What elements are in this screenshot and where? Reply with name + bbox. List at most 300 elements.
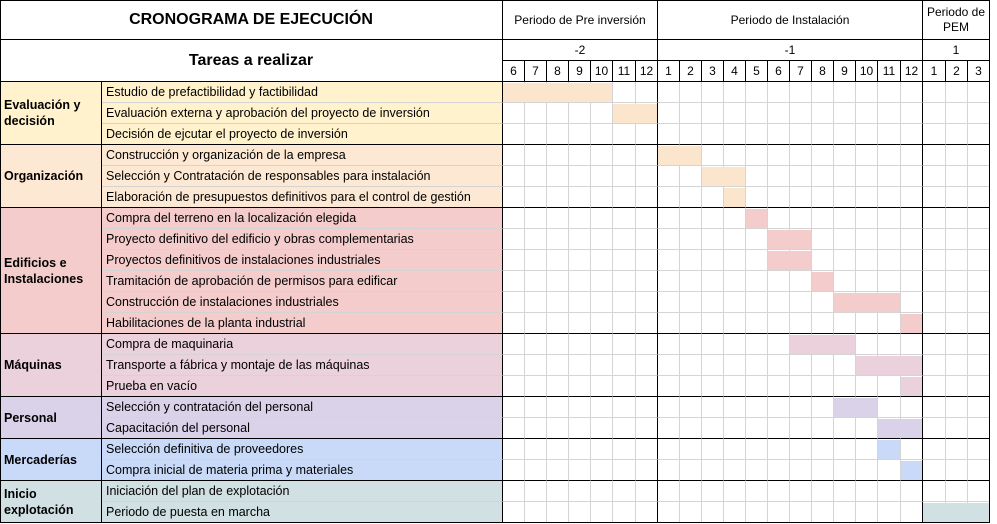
grid-cell xyxy=(746,166,768,187)
gantt-bar xyxy=(856,356,922,375)
grid-cell xyxy=(680,208,702,229)
grid-cell xyxy=(636,82,658,103)
grid-cell xyxy=(658,355,680,376)
grid-cell xyxy=(525,250,547,271)
grid-cell xyxy=(878,313,901,334)
grid-cell xyxy=(812,397,834,418)
grid-cell xyxy=(724,439,746,460)
grid-cell xyxy=(746,439,768,460)
grid-cell xyxy=(856,502,878,523)
grid-cell xyxy=(525,166,547,187)
grid-cell xyxy=(503,460,525,481)
grid-cell xyxy=(613,502,636,523)
grid-cell xyxy=(968,208,990,229)
task-label: Iniciación del plan de explotación xyxy=(102,481,503,502)
grid-cell xyxy=(790,124,812,145)
grid-cell xyxy=(658,82,680,103)
grid-cell xyxy=(768,124,790,145)
grid-cell xyxy=(923,187,946,208)
category-label: Personal xyxy=(0,397,102,439)
grid-cell xyxy=(812,439,834,460)
month-header: 9 xyxy=(569,61,591,82)
grid-cell xyxy=(946,103,968,124)
grid-cell xyxy=(834,460,856,481)
grid-cell xyxy=(923,355,946,376)
grid-cell xyxy=(901,439,923,460)
grid-cell xyxy=(923,439,946,460)
grid-cell xyxy=(746,187,768,208)
grid-cell xyxy=(856,334,878,355)
grid-cell xyxy=(636,439,658,460)
grid-cell xyxy=(746,481,768,502)
grid-cell xyxy=(569,439,591,460)
grid-cell xyxy=(878,271,901,292)
grid-cell xyxy=(724,397,746,418)
grid-cell xyxy=(636,292,658,313)
grid-cell xyxy=(724,124,746,145)
grid-cell xyxy=(613,166,636,187)
grid-cell xyxy=(591,145,613,166)
task-label: Compra de maquinaria xyxy=(102,334,503,355)
grid-cell xyxy=(923,334,946,355)
grid-cell xyxy=(547,376,569,397)
grid-cell xyxy=(968,460,990,481)
grid-cell xyxy=(768,82,790,103)
task-label: Construcción y organización de la empresa xyxy=(102,145,503,166)
grid-cell xyxy=(923,166,946,187)
grid-cell xyxy=(901,124,923,145)
grid-cell xyxy=(946,418,968,439)
grid-cell xyxy=(636,334,658,355)
grid-cell xyxy=(591,208,613,229)
grid-cell xyxy=(790,376,812,397)
grid-cell xyxy=(724,250,746,271)
grid-cell xyxy=(658,271,680,292)
grid-cell xyxy=(878,145,901,166)
grid-cell xyxy=(968,124,990,145)
grid-cell xyxy=(569,166,591,187)
grid-cell xyxy=(613,397,636,418)
grid-cell xyxy=(878,187,901,208)
grid-cell xyxy=(503,271,525,292)
grid-cell xyxy=(702,376,724,397)
grid-cell xyxy=(636,166,658,187)
grid-cell xyxy=(613,355,636,376)
grid-cell xyxy=(680,250,702,271)
grid-cell xyxy=(613,229,636,250)
grid-cell xyxy=(812,124,834,145)
grid-cell xyxy=(503,229,525,250)
grid-cell xyxy=(878,229,901,250)
month-header: 11 xyxy=(878,61,901,82)
grid-cell xyxy=(834,439,856,460)
grid-cell xyxy=(946,250,968,271)
grid-cell xyxy=(968,481,990,502)
grid-cell xyxy=(923,481,946,502)
task-label: Estudio de prefactibilidad y factibilidad xyxy=(102,82,503,103)
grid-cell xyxy=(746,103,768,124)
gantt-bar xyxy=(658,146,701,165)
grid-cell xyxy=(613,439,636,460)
grid-cell xyxy=(503,166,525,187)
task-label: Elaboración de presupuestos definitivos para el control de gestión xyxy=(102,187,503,208)
grid-cell xyxy=(923,229,946,250)
grid-cell xyxy=(591,439,613,460)
grid-cell xyxy=(968,355,990,376)
grid-cell xyxy=(768,439,790,460)
grid-cell xyxy=(834,124,856,145)
grid-cell xyxy=(636,502,658,523)
grid-cell xyxy=(746,292,768,313)
grid-cell xyxy=(878,376,901,397)
grid-cell xyxy=(724,82,746,103)
grid-cell xyxy=(746,376,768,397)
grid-cell xyxy=(812,229,834,250)
grid-cell xyxy=(636,229,658,250)
sheet-title: CRONOGRAMA DE EJECUCIÓN xyxy=(0,0,503,40)
grid-cell xyxy=(746,145,768,166)
task-label: Transporte a fábrica y montaje de las máquinas xyxy=(102,355,503,376)
grid-cell xyxy=(790,271,812,292)
month-header: 3 xyxy=(968,61,990,82)
grid-cell xyxy=(834,166,856,187)
grid-cell xyxy=(658,124,680,145)
grid-cell xyxy=(812,166,834,187)
grid-cell xyxy=(746,250,768,271)
grid-cell xyxy=(790,187,812,208)
grid-cell xyxy=(724,313,746,334)
grid-cell xyxy=(680,103,702,124)
grid-cell xyxy=(856,208,878,229)
grid-cell xyxy=(636,313,658,334)
grid-cell xyxy=(503,313,525,334)
category-label: Evaluación y decisión xyxy=(0,82,102,145)
gantt-bar xyxy=(923,503,989,522)
grid-cell xyxy=(812,481,834,502)
grid-cell xyxy=(702,145,724,166)
grid-cell xyxy=(812,313,834,334)
grid-cell xyxy=(503,334,525,355)
grid-cell xyxy=(946,166,968,187)
grid-cell xyxy=(790,145,812,166)
grid-cell xyxy=(946,481,968,502)
grid-cell xyxy=(702,103,724,124)
grid-cell xyxy=(503,355,525,376)
grid-cell xyxy=(636,481,658,502)
grid-cell xyxy=(525,187,547,208)
grid-cell xyxy=(878,397,901,418)
month-header: 4 xyxy=(724,61,746,82)
gantt-bar xyxy=(878,419,922,438)
grid-cell xyxy=(613,376,636,397)
grid-cell xyxy=(968,271,990,292)
grid-cell xyxy=(569,397,591,418)
grid-cell xyxy=(525,376,547,397)
grid-cell xyxy=(968,397,990,418)
grid-cell xyxy=(503,481,525,502)
month-header: 7 xyxy=(790,61,812,82)
grid-cell xyxy=(525,271,547,292)
grid-cell xyxy=(790,460,812,481)
grid-cell xyxy=(834,271,856,292)
grid-cell xyxy=(768,355,790,376)
grid-cell xyxy=(636,208,658,229)
grid-cell xyxy=(856,82,878,103)
grid-cell xyxy=(591,103,613,124)
grid-cell xyxy=(547,460,569,481)
month-header: 9 xyxy=(834,61,856,82)
grid-cell xyxy=(856,145,878,166)
grid-cell xyxy=(790,355,812,376)
grid-cell xyxy=(569,124,591,145)
grid-cell xyxy=(680,481,702,502)
gantt-bar xyxy=(812,272,833,291)
month-header: 8 xyxy=(812,61,834,82)
grid-cell xyxy=(547,229,569,250)
grid-cell xyxy=(856,124,878,145)
grid-cell xyxy=(680,313,702,334)
grid-cell xyxy=(946,376,968,397)
grid-cell xyxy=(613,82,636,103)
grid-cell xyxy=(768,376,790,397)
grid-cell xyxy=(968,334,990,355)
tasks-header: Tareas a realizar xyxy=(0,40,503,82)
grid-cell xyxy=(569,292,591,313)
grid-cell xyxy=(658,208,680,229)
grid-cell xyxy=(569,103,591,124)
grid-cell xyxy=(547,187,569,208)
grid-cell xyxy=(547,250,569,271)
grid-cell xyxy=(569,313,591,334)
grid-cell xyxy=(901,103,923,124)
grid-cell xyxy=(834,481,856,502)
category-label: Inicio explotación xyxy=(0,481,102,523)
grid-cell xyxy=(768,271,790,292)
grid-cell xyxy=(856,481,878,502)
grid-cell xyxy=(680,124,702,145)
grid-cell xyxy=(856,313,878,334)
grid-cell xyxy=(901,271,923,292)
grid-cell xyxy=(856,229,878,250)
grid-cell xyxy=(968,187,990,208)
grid-cell xyxy=(901,334,923,355)
task-label: Evaluación externa y aprobación del proyecto de inversión xyxy=(102,103,503,124)
grid-cell xyxy=(812,208,834,229)
grid-cell xyxy=(946,313,968,334)
grid-cell xyxy=(856,250,878,271)
task-label: Selección y contratación del personal xyxy=(102,397,503,418)
grid-cell xyxy=(724,229,746,250)
grid-cell xyxy=(547,355,569,376)
grid-cell xyxy=(834,250,856,271)
grid-cell xyxy=(680,502,702,523)
grid-cell xyxy=(834,82,856,103)
grid-cell xyxy=(569,418,591,439)
grid-cell xyxy=(525,502,547,523)
grid-cell xyxy=(547,418,569,439)
grid-cell xyxy=(503,103,525,124)
grid-cell xyxy=(503,397,525,418)
grid-cell xyxy=(901,166,923,187)
grid-cell xyxy=(878,481,901,502)
grid-cell xyxy=(702,208,724,229)
grid-cell xyxy=(878,250,901,271)
grid-cell xyxy=(878,502,901,523)
grid-cell xyxy=(901,82,923,103)
grid-cell xyxy=(946,229,968,250)
grid-cell xyxy=(768,502,790,523)
grid-cell xyxy=(746,397,768,418)
grid-cell xyxy=(790,166,812,187)
month-header: 6 xyxy=(503,61,525,82)
grid-cell xyxy=(702,250,724,271)
gantt-bar xyxy=(613,104,657,123)
grid-cell xyxy=(746,313,768,334)
grid-cell xyxy=(790,208,812,229)
grid-cell xyxy=(946,439,968,460)
period-header: Periodo de Pre inversión xyxy=(503,0,658,40)
grid-cell xyxy=(968,82,990,103)
grid-cell xyxy=(856,187,878,208)
grid-cell xyxy=(812,355,834,376)
grid-cell xyxy=(768,145,790,166)
grid-cell xyxy=(812,502,834,523)
grid-cell xyxy=(680,292,702,313)
task-label: Decisión de ejcutar el proyecto de inversión xyxy=(102,124,503,145)
grid-cell xyxy=(946,292,968,313)
grid-cell xyxy=(946,397,968,418)
grid-cell xyxy=(569,229,591,250)
grid-cell xyxy=(591,124,613,145)
month-header: 11 xyxy=(613,61,636,82)
grid-cell xyxy=(636,355,658,376)
grid-cell xyxy=(702,313,724,334)
grid-cell xyxy=(856,103,878,124)
grid-cell xyxy=(923,313,946,334)
gantt-bar xyxy=(901,377,922,396)
grid-cell xyxy=(525,460,547,481)
grid-cell xyxy=(878,460,901,481)
grid-cell xyxy=(812,145,834,166)
grid-cell xyxy=(591,334,613,355)
grid-cell xyxy=(856,439,878,460)
grid-cell xyxy=(768,481,790,502)
grid-cell xyxy=(525,292,547,313)
grid-cell xyxy=(547,397,569,418)
grid-cell xyxy=(834,145,856,166)
grid-cell xyxy=(724,334,746,355)
grid-cell xyxy=(547,103,569,124)
grid-cell xyxy=(901,250,923,271)
month-header: 10 xyxy=(591,61,613,82)
grid-cell xyxy=(790,103,812,124)
grid-cell xyxy=(658,166,680,187)
grid-cell xyxy=(680,334,702,355)
grid-cell xyxy=(968,229,990,250)
grid-cell xyxy=(834,208,856,229)
task-label: Proyectos definitivos de instalaciones industriales xyxy=(102,250,503,271)
task-label: Compra del terreno en la localización elegida xyxy=(102,208,503,229)
grid-cell xyxy=(525,439,547,460)
grid-cell xyxy=(702,229,724,250)
grid-cell xyxy=(591,355,613,376)
grid-cell xyxy=(746,502,768,523)
grid-cell xyxy=(680,460,702,481)
gantt-bar xyxy=(768,230,811,249)
grid-cell xyxy=(901,397,923,418)
grid-cell xyxy=(946,145,968,166)
grid-cell xyxy=(525,334,547,355)
task-label: Selección definitiva de proveedores xyxy=(102,439,503,460)
grid-cell xyxy=(503,187,525,208)
gantt-bar xyxy=(834,293,900,312)
grid-cell xyxy=(768,292,790,313)
grid-cell xyxy=(901,208,923,229)
grid-cell xyxy=(768,187,790,208)
grid-cell xyxy=(856,271,878,292)
gantt-bar xyxy=(901,461,922,480)
grid-cell xyxy=(680,166,702,187)
grid-cell xyxy=(658,187,680,208)
grid-cell xyxy=(812,418,834,439)
gantt-bar xyxy=(768,251,811,270)
grid-cell xyxy=(658,397,680,418)
grid-cell xyxy=(878,103,901,124)
grid-cell xyxy=(968,166,990,187)
grid-cell xyxy=(503,418,525,439)
grid-cell xyxy=(613,187,636,208)
month-header: 12 xyxy=(636,61,658,82)
grid-cell xyxy=(768,397,790,418)
grid-cell xyxy=(525,208,547,229)
grid-cell xyxy=(790,502,812,523)
grid-cell xyxy=(591,166,613,187)
month-header: 6 xyxy=(768,61,790,82)
grid-cell xyxy=(834,376,856,397)
grid-cell xyxy=(901,292,923,313)
grid-cell xyxy=(591,229,613,250)
grid-cell xyxy=(636,418,658,439)
period-header: Periodo de PEM xyxy=(923,0,990,40)
grid-cell xyxy=(613,334,636,355)
grid-cell xyxy=(834,229,856,250)
grid-cell xyxy=(547,439,569,460)
grid-cell xyxy=(680,376,702,397)
grid-cell xyxy=(724,502,746,523)
grid-cell xyxy=(591,292,613,313)
grid-cell xyxy=(946,355,968,376)
grid-cell xyxy=(569,145,591,166)
grid-cell xyxy=(746,334,768,355)
grid-cell xyxy=(878,208,901,229)
grid-cell xyxy=(569,250,591,271)
grid-cell xyxy=(812,292,834,313)
grid-cell xyxy=(724,418,746,439)
grid-cell xyxy=(702,481,724,502)
grid-cell xyxy=(547,481,569,502)
grid-cell xyxy=(746,82,768,103)
grid-cell xyxy=(790,481,812,502)
grid-cell xyxy=(768,166,790,187)
grid-cell xyxy=(923,292,946,313)
grid-cell xyxy=(525,145,547,166)
grid-cell xyxy=(834,187,856,208)
grid-cell xyxy=(680,229,702,250)
grid-cell xyxy=(525,124,547,145)
grid-cell xyxy=(768,460,790,481)
grid-cell xyxy=(636,376,658,397)
grid-cell xyxy=(923,208,946,229)
